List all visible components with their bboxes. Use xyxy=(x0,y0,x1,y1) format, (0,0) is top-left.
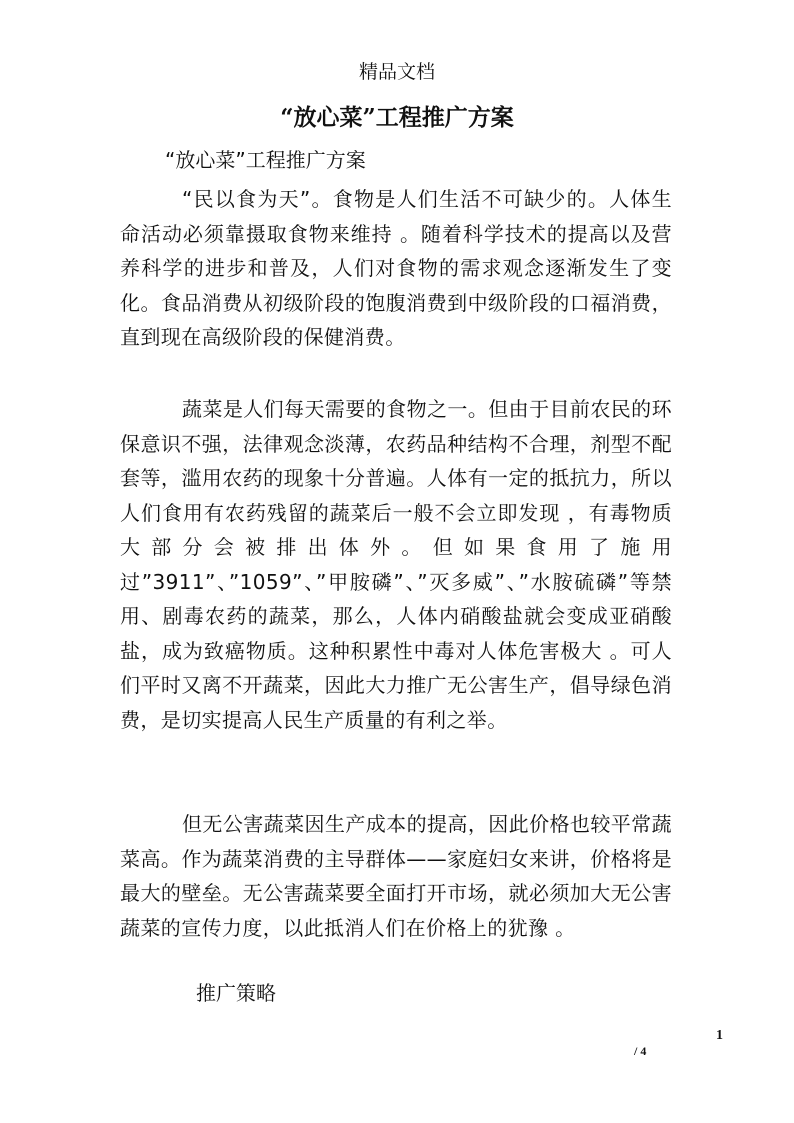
body-paragraph: 蔬菜是人们每天需要的食物之一。但由于目前农民的环保意识不强，法律观念淡薄，农药品种结构不合理，剂型不配套等，滥用农药的现象十分普遍。人体有一定的抵抗力，所以人们食用有农药残留的蔬菜后一般不会立即发现 ，有毒物质大部分会被排出体外。但如果食用了施用过”3911”、”1059”、”甲胺磷”、”灭多威”、”水胺硫磷”等禁用、剧毒农药的蔬菜，那么，人体内硝酸盐就会变成亚硝酸盐，成为致癌物质。这种积累性中毒对人体危害极大 。可人们平时又离不开蔬菜，因此大力推广无公害生产，倡导绿色消费，是切实提高人民生产质量的有利之举。 xyxy=(120,397,672,732)
document-title: “放心菜”工程推广方案 xyxy=(280,104,514,131)
header-label: 精品文档 xyxy=(358,61,435,83)
body-paragraph: 但无公害蔬菜因生产成本的提高，因此价格也较平常蔬菜高。作为蔬菜消费的主导群体——家庭妇女来讲，价格将是最大的壁垒。无公害蔬菜要全面打开市场，就必须加大无公害蔬菜的宣传力度，以此抵消人们在价格上的犹豫 。 xyxy=(120,812,672,940)
body-paragraph: “民以食为天”。食物是人们生活不可缺少的。人体生命活动必须靠摄取食物来维持 。随着科学技术的提高以及营养科学的进步和普及，人们对食物的需求观念逐渐发生了变化。食品消费从初级阶段的饱腹消费到中级阶段的口福消费，直到现在高级阶段的保健消费。 xyxy=(120,187,672,349)
section-heading: 推广策略 xyxy=(196,981,276,1005)
page-total: / 4 xyxy=(634,1044,647,1058)
document-subtitle: “放心菜”工程推广方案 xyxy=(165,148,366,172)
page-number: 1 xyxy=(716,1028,723,1043)
